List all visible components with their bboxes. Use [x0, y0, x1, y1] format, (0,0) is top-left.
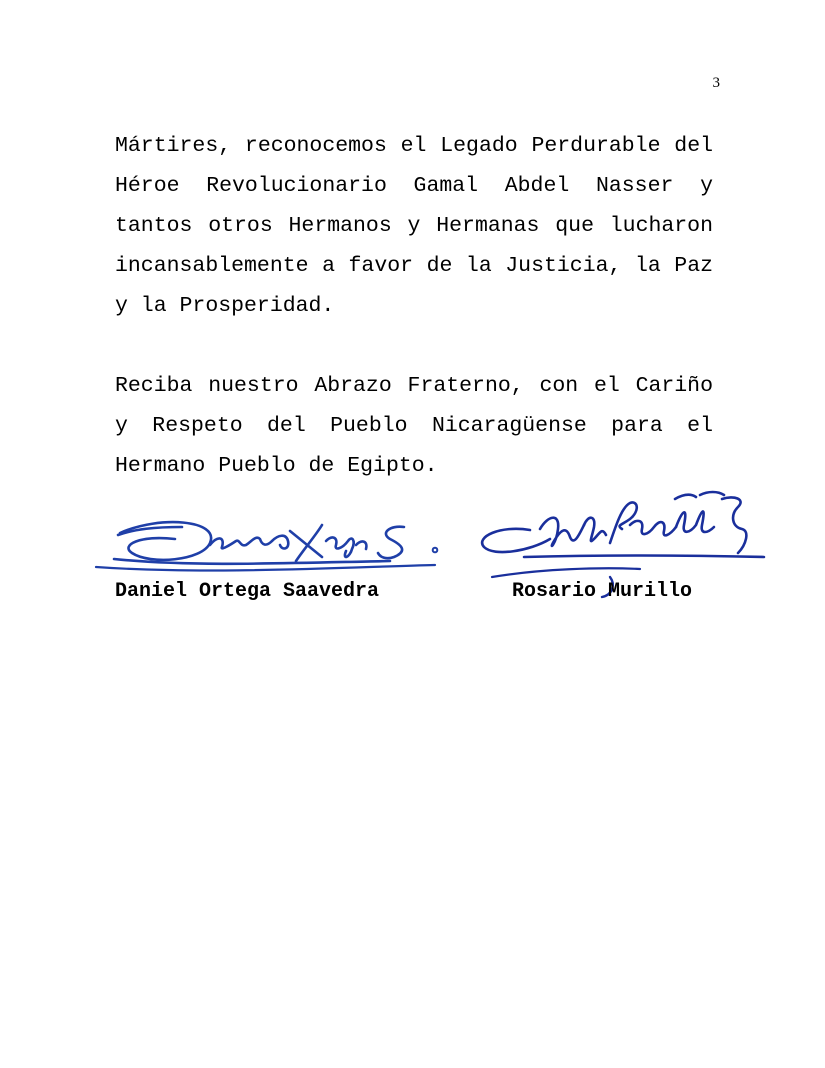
paragraph-1-line: incansablemente a favor de la Justicia, la Paz — [115, 254, 713, 278]
paragraph-1-line: y la Prosperidad. — [115, 294, 335, 318]
paragraph-1 — [115, 126, 713, 326]
paragraph-1-line: Mártires, reconocemos el Legado Perdurable del — [115, 134, 713, 158]
paragraph-2-line: Hermano Pueblo de Egipto. — [115, 454, 438, 478]
signature-daniel-ortega — [90, 505, 450, 585]
signatory-name-right: Rosario Murillo — [512, 580, 693, 603]
paragraph-2 — [115, 366, 713, 486]
page-number: 3 — [712, 75, 720, 91]
paragraph-2-line: Reciba nuestro Abrazo Fraterno, con el Cariño — [115, 374, 713, 398]
signatory-name-left: Daniel Ortega Saavedra — [115, 580, 380, 603]
paragraph-1-line: Héroe Revolucionario Gamal Abdel Nasser y — [115, 174, 713, 198]
paragraph-2-line: y Respeto del Pueblo Nicaragüense para el — [115, 414, 713, 438]
paragraph-1-line: tantos otros Hermanos y Hermanas que lucharon — [115, 214, 713, 238]
